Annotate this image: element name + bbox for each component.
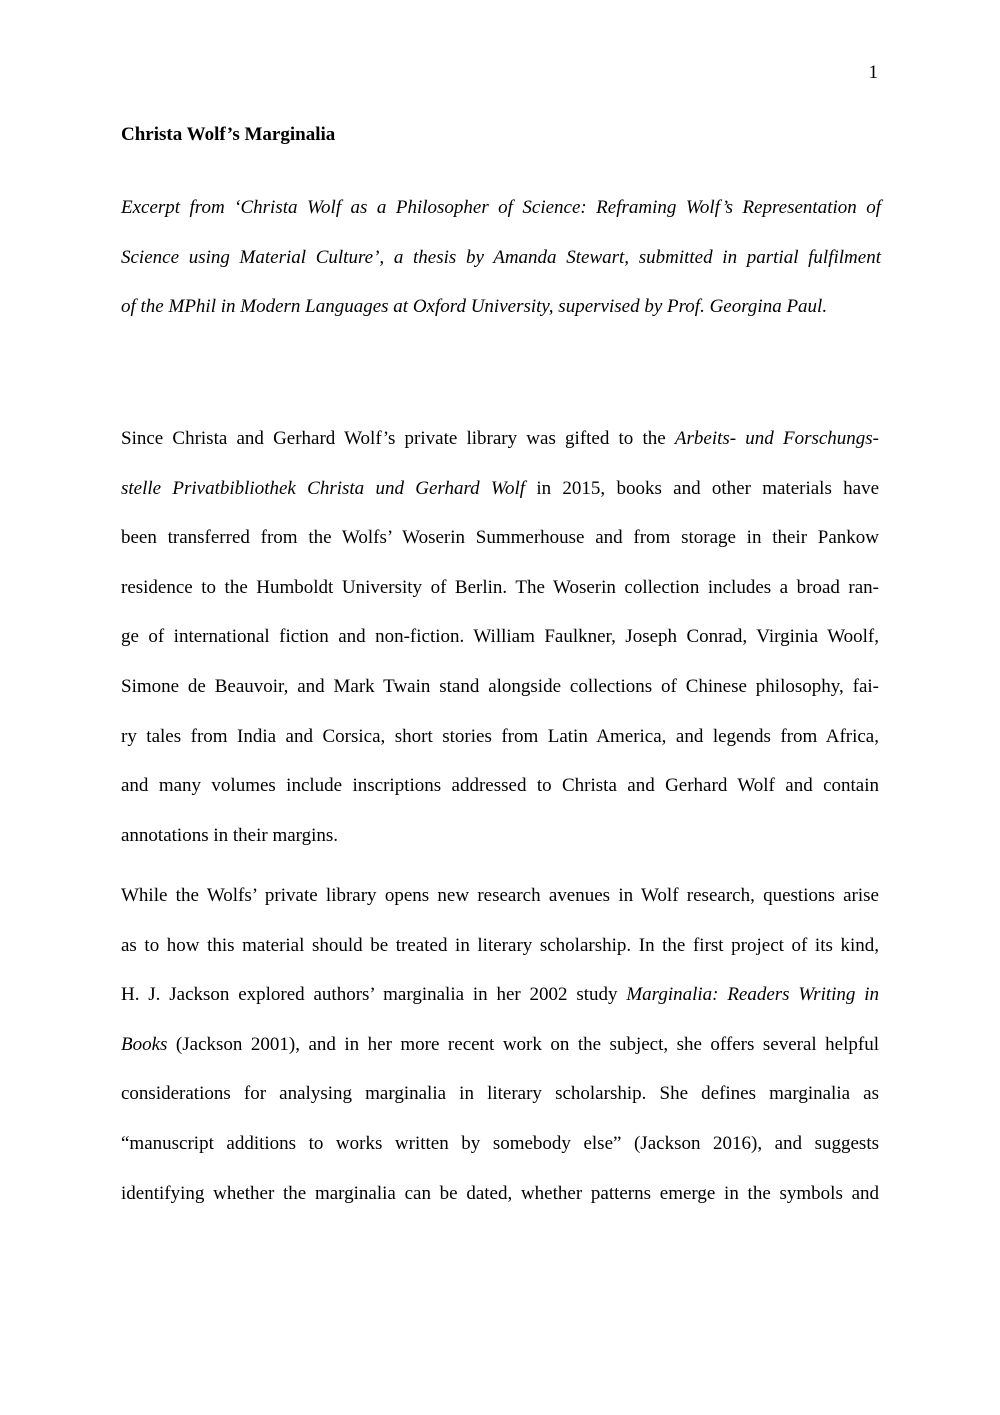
page-title: Christa Wolf’s Marginalia bbox=[121, 124, 336, 145]
paragraph-line: While the Wolfs’ private library opens new research avenues in Wolf research, questions arise bbox=[121, 885, 879, 906]
paragraph-line bbox=[121, 414, 879, 464]
excerpt-line: Science using Material Culture’, a thesis by Amanda Stewart, submitted in partial fulfilment bbox=[121, 246, 881, 268]
institution-name-italic: stelle Privatbibliothek Christa und Gerhard Wolf bbox=[121, 477, 526, 499]
body-paragraph-2 bbox=[121, 871, 879, 1218]
text-span: H. J. Jackson explored authors’ marginalia in her 2002 study bbox=[121, 984, 627, 1006]
book-title-italic: Marginalia: Readers Writing in bbox=[626, 984, 879, 1006]
paragraph-line: identifying whether the marginalia can be dated, whether patterns emerge in the symbols and bbox=[121, 1182, 879, 1204]
text-span: Since Christa and Gerhard Wolf’s private library was gifted to the bbox=[121, 428, 675, 449]
institution-name-italic: Arbeits- und Forschungs- bbox=[674, 428, 880, 449]
page-number: 1 bbox=[868, 62, 878, 83]
paragraph-line: “manuscript additions to works written by somebody else” (Jackson 2016), and suggests bbox=[121, 1132, 879, 1154]
paragraph-line bbox=[121, 1020, 879, 1070]
paragraph-line: Simone de Beauvoir, and Mark Twain stand alongside collections of Chinese philosophy, fai- bbox=[121, 675, 879, 697]
paragraph-line bbox=[121, 464, 879, 514]
paragraph-line: residence to the Humboldt University of Berlin. The Woserin collection includes a broad ran- bbox=[121, 576, 879, 598]
body-paragraph-1 bbox=[121, 414, 879, 860]
excerpt-line: Excerpt from ‘Christa Wolf as a Philosopher of Science: Reframing Wolf’s Representation of bbox=[121, 197, 881, 218]
paragraph-line bbox=[121, 970, 879, 1020]
text-span: (Jackson 2001), and in her more recent work on the subject, she offers several helpful bbox=[167, 1033, 879, 1055]
text-span: in 2015, books and other materials have bbox=[525, 477, 879, 499]
excerpt-line: of the MPhil in Modern Languages at Oxford University, supervised by Prof. Georgina Paul. bbox=[121, 296, 828, 318]
book-title-italic: Books bbox=[121, 1033, 168, 1055]
paragraph-line: been transferred from the Wolfs’ Woserin Summerhouse and from storage in their Pankow bbox=[121, 527, 879, 549]
paragraph-line: considerations for analysing marginalia in literary scholarship. She defines marginalia as bbox=[121, 1083, 879, 1105]
paragraph-line: ry tales from India and Corsica, short stories from Latin America, and legends from Africa, bbox=[121, 725, 879, 747]
paragraph-line: ge of international fiction and non-fiction. William Faulkner, Joseph Conrad, Virginia Woolf, bbox=[121, 626, 879, 648]
excerpt-note bbox=[121, 183, 881, 332]
paragraph-line: as to how this material should be treated in literary scholarship. In the first project of its kind, bbox=[121, 934, 879, 956]
paragraph-line: annotations in their margins. bbox=[121, 824, 339, 846]
paragraph-line: and many volumes include inscriptions addressed to Christa and Gerhard Wolf and contain bbox=[121, 775, 879, 797]
